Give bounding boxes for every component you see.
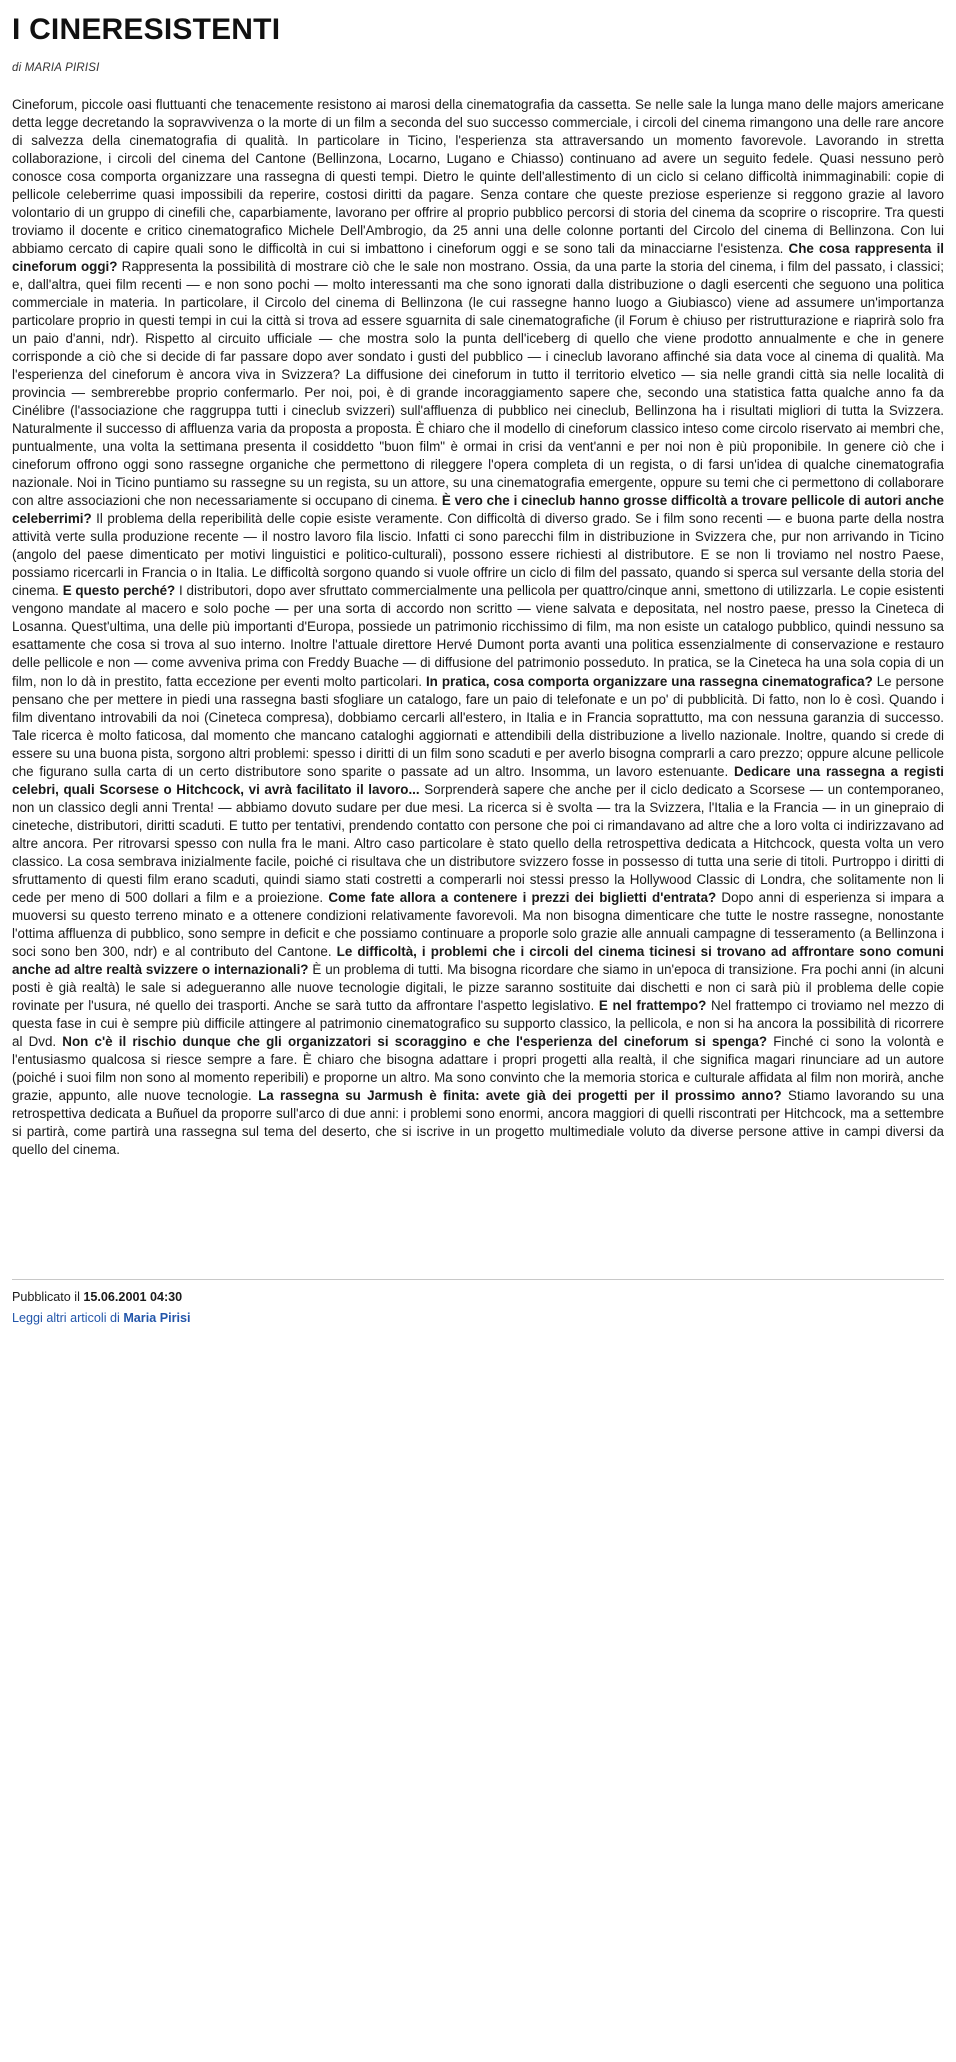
question-lead: E nel frattempo? xyxy=(598,998,707,1014)
byline xyxy=(12,62,944,74)
byline-prefix: di xyxy=(12,61,25,74)
question-lead: In pratica, cosa comporta organizzare una rassegna cinematografica? xyxy=(425,673,873,689)
more-articles-line xyxy=(12,1309,944,1328)
body-segment: Sorprenderà sapere che anche per il ciclo dedicato a Scorsese — un contemporaneo, non un classico degli anni Trenta! — abbiamo dovuto sudare per due mesi. La ricerca si è svolta — tra la Svizzera, l'Italia e la Francia — in un ginepraio di cineteche, distributori, diritti scaduti. E tutto per tentativi, prendendo contatto con persone che poi ci rimandavano ad altre che a loro volta ci indirizzavano ad altre ancora. Per ritrovarsi spesso con nulla fra le mani. Altro caso particolare è stato quello della retrospettiva dedicata a Hitchcock, questa volta un vero classico. La cosa sembrava inizialmente facile, poiché ci risultava che un distributore svizzero fosse in possesso di tutta una serie di titoli. Purtroppo i diritti di sfruttamento di questi film erano scaduti, quindi siamo stati costretti a comperarli noi stessi presso la Hollywood Classic di Londra, che solitamente non li cede per meno di 500 dollari a film e a proiezione. xyxy=(12,781,944,905)
published-line xyxy=(12,1288,944,1307)
page-title: I CINERESISTENTI xyxy=(12,13,281,46)
question-lead: È vero che i cineclub hanno grosse difficoltà a trovare pellicole di autori anche celeberrimi? xyxy=(12,493,944,527)
question-lead: Non c'è il rischio dunque che gli organizzatori si scoraggino e che l'esperienza del cineforum si spenga? xyxy=(62,1034,768,1050)
body-segment: Nel frattempo ci troviamo nel mezzo di questa fase in cui è sempre più difficile attingere al patrimonio cinematografico su supporto classico, la pellicola, e non si ha ancora la possibilità di ricorrere al Dvd. xyxy=(12,998,945,1050)
body-segment: Finché ci sono la volontà e l'entusiasmo qualcosa si riesce sempre a fare. È chiaro che bisogna adattare i propri progetti alla realtà, il che significa magari rinunciare ad un autore (poiché i suoi film non sono al momento reperibili) e proporne un altro. Ma sono convinto che la memoria storica e culturale affidata al film non morirà, anche grazie, appunto, alle nuove tecnologie. xyxy=(12,1034,944,1104)
footer-divider xyxy=(12,1279,944,1280)
article-body xyxy=(12,96,944,1160)
body-segment: Il problema della reperibilità delle copie esiste veramente. Con difficoltà di diverso grado. Se i film sono recenti — e buona parte della nostra attività verte sulla produzione recente — il nostro lavoro fila liscio. Infatti ci sono parecchi film in distribuzione in Svizzera che, pur non arrivando in Ticino (angolo del paese dimenticato per motivi linguistici e politico-culturali), possono essere richiesti al distributore. E se non li troviamo nel nostro Paese, possiamo ricercarli in Francia o in Italia. Le difficoltà sorgono quando si vuole offrire un ciclo di film del passato, quando si sperca sul versante della storia del cinema. xyxy=(12,511,944,599)
byline-author: MARIA PIRISI xyxy=(24,61,100,74)
body-segment: Cineforum, piccole oasi fluttuanti che tenacemente resistono ai marosi della cinematografia da cassetta. Se nelle sale la lunga mano delle majors americane detta legge decretando la sopravvivenza o la morte di un film a seconda del suo successo commerciale, i circoli del cinema rimangono una delle rare ancore di salvezza della cinematografia di qualità. In particolare in Ticino, l'esperienza sta attraversando un momento favorevole. Lavorando in stretta collaborazione, i circoli del cinema del Cantone (Bellinzona, Locarno, Lugano e Chiasso) continuano ad avere un seguito fedele. Quasi nessuno però conosce cosa comporta organizzare una rassegna di questi tempi. Dietro le quinte dell'allestimento di un ciclo si celano difficoltà inimmaginabili: copie di pellicole celeberrime quasi impossibili da reperire, costosi diritti da pagare. Senza contare che queste preziose esperienze si reggono grazie al lavoro volontario di un gruppo di cinefili che, caparbiamente, lavorano per offrire al proprio pubblico percorsi di storia del cinema da scoprire o riscoprire. Tra questi troviamo il docente e critico cinematografico Michele Dell'Ambrogio, da 25 anni una delle colonne portanti del Circolo del cinema di Bellinzona. Con lui abbiamo cercato di capire quali sono le difficoltà in cui si imbattono i cineforum oggi e se sono tali da minacciarne l'esistenza. xyxy=(12,96,944,256)
body-segment: Rappresenta la possibilità di mostrare ciò che le sale non mostrano. Ossia, da una parte la storia del cinema, i film del passato, i classici; e, dall'altra, quei film recenti — e non sono pochi — molto interessanti ma che sono ignorati dalla distribuzione o dagli esercenti che seguono una politica commerciale in materia. In particolare, il Circolo del cinema di Bellinzona (le cui rassegne hanno luogo a Giubiasco) viene ad assumere un'importanza particolare proprio in questi tempi in cui la città si trova ad essere sguarnita di sale cinematografiche (il Forum è chiuso per ristrutturazione e riaprirà solo fra un paio d'anni, ndr). Rispetto al circuito ufficiale — che mostra solo la punta dell'iceberg di quello che viene prodotto annualmente e che in genere corrisponde a ciò che si decide di far passare dopo aver sondato i gusti del pubblico — i cineclub lavorano affinché sia data voce al cinema di qualità. Ma l'esperienza del cineforum è ancora viva in Svizzera? La diffusione dei cineforum in tutto il territorio elvetico — sia nelle grandi città sia nelle località di provincia — sembrerebbe proprio confermarlo. Per noi, poi, è di grande incoraggiamento sapere che, secondo una statistica fatta qualche anno fa da Cinélibre (l'associazione che raggruppa tutti i cineclub svizzeri) sull'affluenza di pubblico nei cineclub, Bellinzona ha i risultati migliori di tutta la Svizzera. Naturalmente il successo di affluenza varia da proposta a proposta. È chiaro che il modello di cineforum classico inteso come circolo riservato ai membri che, puntualmente, una volta la settimana presenta il cosiddetto "buon film" è ormai in crisi da vent'anni e per noi non è più proponibile. In genere ciò che i cineforum offrono oggi sono rassegne organiche che permettono di rileggere l'opera completa di un regista, o di farsi un'idea di qualche cinematografia nazionale. Noi in Ticino puntiamo su rassegne su un regista, su un attore, su una cinematografia emergente, oppure su temi che ci permettono di collaborare con altre associazioni che non necessariamente si occupano di cinema. xyxy=(12,258,944,509)
published-date: 15.06.2001 04:30 xyxy=(83,1290,183,1305)
body-segment: Stiamo lavorando su una retrospettiva dedicata a Buñuel da proporre sull'arco di due anni: i problemi sono enormi, ancora maggiori di quelli riscontrati per Hitchcock, ma a settembre si partirà, come partirà una rassegna sul tema del deserto, che si iscrive in un progetto multimediale voluto da diverse persone attive in campi diversi da quello del cinema. xyxy=(12,1088,945,1158)
more-articles-link[interactable]: Leggi altri articoli di xyxy=(12,1311,120,1326)
body-segment: È un problema di tutti. Ma bisogna ricordare che siamo in un'epoca di transizione. Fra pochi anni (in alcuni posti è già realtà) le sale si adegueranno alle nuove tecnologie digitali, le pizze saranno sostituite dai dischetti e non ci sarà più il problema delle copie rovinate per l'usura, né quello dei trasporti. Anche se sarà tutto da affrontare l'aspetto legislativo. xyxy=(12,962,944,1014)
question-lead: Che cosa rappresenta il cineforum oggi? xyxy=(12,240,945,274)
author-link[interactable]: Maria Pirisi xyxy=(123,1311,191,1326)
bottom-spacer xyxy=(12,1159,944,1269)
question-lead: E questo perché? xyxy=(62,583,176,599)
body-segment: I distributori, dopo aver sfruttato commercialmente una pellicola per quattro/cinque anni, smettono di utilizzarla. Le copie esistenti vengono mandate al macero e solo poche — per una sorta di accordo non scritto — viene salvata e depositata, nel nostro paese, presso la Cineteca di Losanna. Quest'ultima, una delle più importanti d'Europa, possiede un patrimonio ricchissimo di film, ma non esiste un catalogo pubblico, quindi nessuno sa esattamente che cosa si trova al suo interno. Inoltre l'attuale direttore Hervé Dumont porta avanti una politica essenzialmente di conservazione e restauro delle pellicole e non — come avveniva prima con Freddy Buache — di diffusione del patrimonio posseduto. In pratica, se la Cineteca ha una sola copia di un film, non lo dà in prestito, fatta eccezione per eventi molto particolari. xyxy=(12,583,945,689)
question-lead: Le difficoltà, i problemi che i circoli del cinema ticinesi si trovano ad affrontare sono comuni anche ad altre realtà svizzere o internazionali? xyxy=(12,943,944,977)
article-footer xyxy=(12,1288,944,1328)
question-lead: Come fate allora a contenere i prezzi dei biglietti d'entrata? xyxy=(328,889,717,905)
question-lead: La rassegna su Jarmush è finita: avete già dei progetti per il prossimo anno? xyxy=(258,1088,782,1104)
published-label: Pubblicato il xyxy=(12,1290,80,1305)
body-segment: Le persone pensano che per mettere in piedi una rassegna basti sfogliare un catalogo, fare un paio di telefonate e un po' di pubblicità. Di fatto, non lo è così. Quando i film diventano introvabili da noi (Cineteca compresa), dobbiamo cercarli all'estero, in Italia e in Francia soprattutto, ma con nessuna garanzia di successo. Tale ricerca è molto faticosa, dal momento che mancano cataloghi aggiornati e attendibili della distribuzione a livello nazionale. Inoltre, quando si crede di essere su una buona pista, sorgono altri problemi: spesso i diritti di un film sono scaduti e per averlo bisogna comprarli a caro prezzo; oppure alcune pellicole che figurano sulla carta di un certo distributore sono sparite o passate ad un altro. Insomma, un lavoro estenuante. xyxy=(12,673,944,779)
body-segment: Dopo anni di esperienza si impara a muoversi su questo terreno minato e a ottenere condizioni relativamente favorevoli. Ma non bisogna dimenticare che tutte le nostre rassegne, nonostante l'ottima affluenza di pubblico, sono sempre in deficit e che possiamo continuare a proporle solo grazie alle annuali campagne di tesseramento (a Bellinzona i soci sono ben 300, ndr) e al contributo del Cantone. xyxy=(12,889,944,959)
question-lead: Dedicare una rassegna a registi celebri, quali Scorsese o Hitchcock, vi avrà facilitato il lavoro... xyxy=(12,763,944,797)
